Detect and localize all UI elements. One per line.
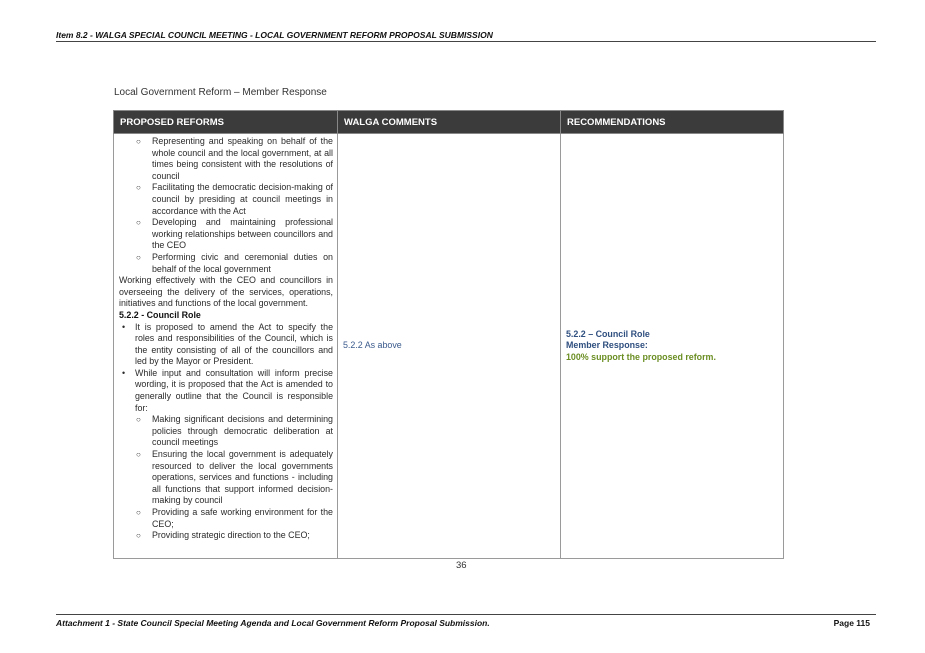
walga-comment-cell xyxy=(338,134,561,559)
circle-bullet-icon: ○ xyxy=(136,531,141,541)
recommendation-text: 100% support the proposed reform. xyxy=(566,351,716,362)
list-item: ○ Ensuring the local government is adequately resourced to deliver the local governments operations, services and functions - including all functions that support informed decision-making by council xyxy=(136,449,333,506)
recommendation-title: 5.2.2 – Council Role xyxy=(566,328,650,339)
list-item: ○ Facilitating the democratic decision-making of council by presiding at council meetings in accordance with the Act xyxy=(136,182,333,216)
list-item: ○ Providing a safe working environment for the CEO; xyxy=(136,507,333,529)
recommendation-cell xyxy=(561,134,784,559)
page-header: Item 8.2 - WALGA SPECIAL COUNCIL MEETING - LOCAL GOVERNMENT REFORM PROPOSAL SUBMISSION xyxy=(56,30,876,42)
table-header-row xyxy=(114,111,784,134)
circle-bullet-icon: ○ xyxy=(136,252,141,262)
recommendation-label: Member Response: xyxy=(566,340,648,351)
table-row xyxy=(114,134,784,559)
footer-text: Attachment 1 - State Council Special Meeting Agenda and Local Government Reform Proposal Submission. xyxy=(56,618,490,628)
document-subtitle: Local Government Reform – Member Response xyxy=(114,87,327,98)
list-item: • While input and consultation will inform precise wording, it is proposed that the Act is amended to generally outline that the Council is responsible for: xyxy=(122,367,333,413)
role-list-top xyxy=(119,136,333,275)
list-item: • It is proposed to amend the Act to specify the roles and responsibilities of the Council, which is the entity consisting of all of the councillors and led by the Mayor or President. xyxy=(122,321,333,367)
circle-bullet-icon: ○ xyxy=(136,183,141,193)
list-item: ○ Representing and speaking on behalf of the whole council and the local government, at all times being consistent with the resolutions of council xyxy=(136,136,333,181)
footer-page-number: Page 115 xyxy=(833,618,870,628)
bullet-icon: • xyxy=(122,367,126,378)
proposed-reforms-cell xyxy=(114,134,338,559)
list-item: ○ Making significant decisions and determining policies through democratic deliberation at council meetings xyxy=(136,414,333,448)
reform-table xyxy=(113,110,784,559)
section-title: 5.2.2 - Council Role xyxy=(119,309,201,320)
bullet-icon: • xyxy=(122,321,126,332)
header-walga-comments: WALGA COMMENTS xyxy=(338,111,561,134)
reform-paragraph: Working effectively with the CEO and councillors in overseeing the delivery of the services, operations, initiatives and functions of the local government. xyxy=(119,275,333,309)
header-proposed-reforms: PROPOSED REFORMS xyxy=(114,111,338,134)
list-item: ○ Developing and maintaining professional working relationships between councillors and the CEO xyxy=(136,217,333,251)
document-page-number: 36 xyxy=(456,560,467,571)
list-item: ○ Providing strategic direction to the CEO; xyxy=(136,530,310,541)
page-footer xyxy=(56,614,876,628)
circle-bullet-icon: ○ xyxy=(136,450,141,460)
circle-bullet-icon: ○ xyxy=(136,508,141,517)
role-list-bottom xyxy=(119,414,333,542)
header-recommendations: RECOMMENDATIONS xyxy=(561,111,784,134)
list-item: ○ Performing civic and ceremonial duties on behalf of the local government xyxy=(136,251,333,274)
circle-bullet-icon: ○ xyxy=(136,218,141,228)
circle-bullet-icon: ○ xyxy=(136,137,141,146)
walga-comment: 5.2.2 As above xyxy=(343,340,402,351)
council-role-list xyxy=(119,322,333,415)
circle-bullet-icon: ○ xyxy=(136,415,141,425)
